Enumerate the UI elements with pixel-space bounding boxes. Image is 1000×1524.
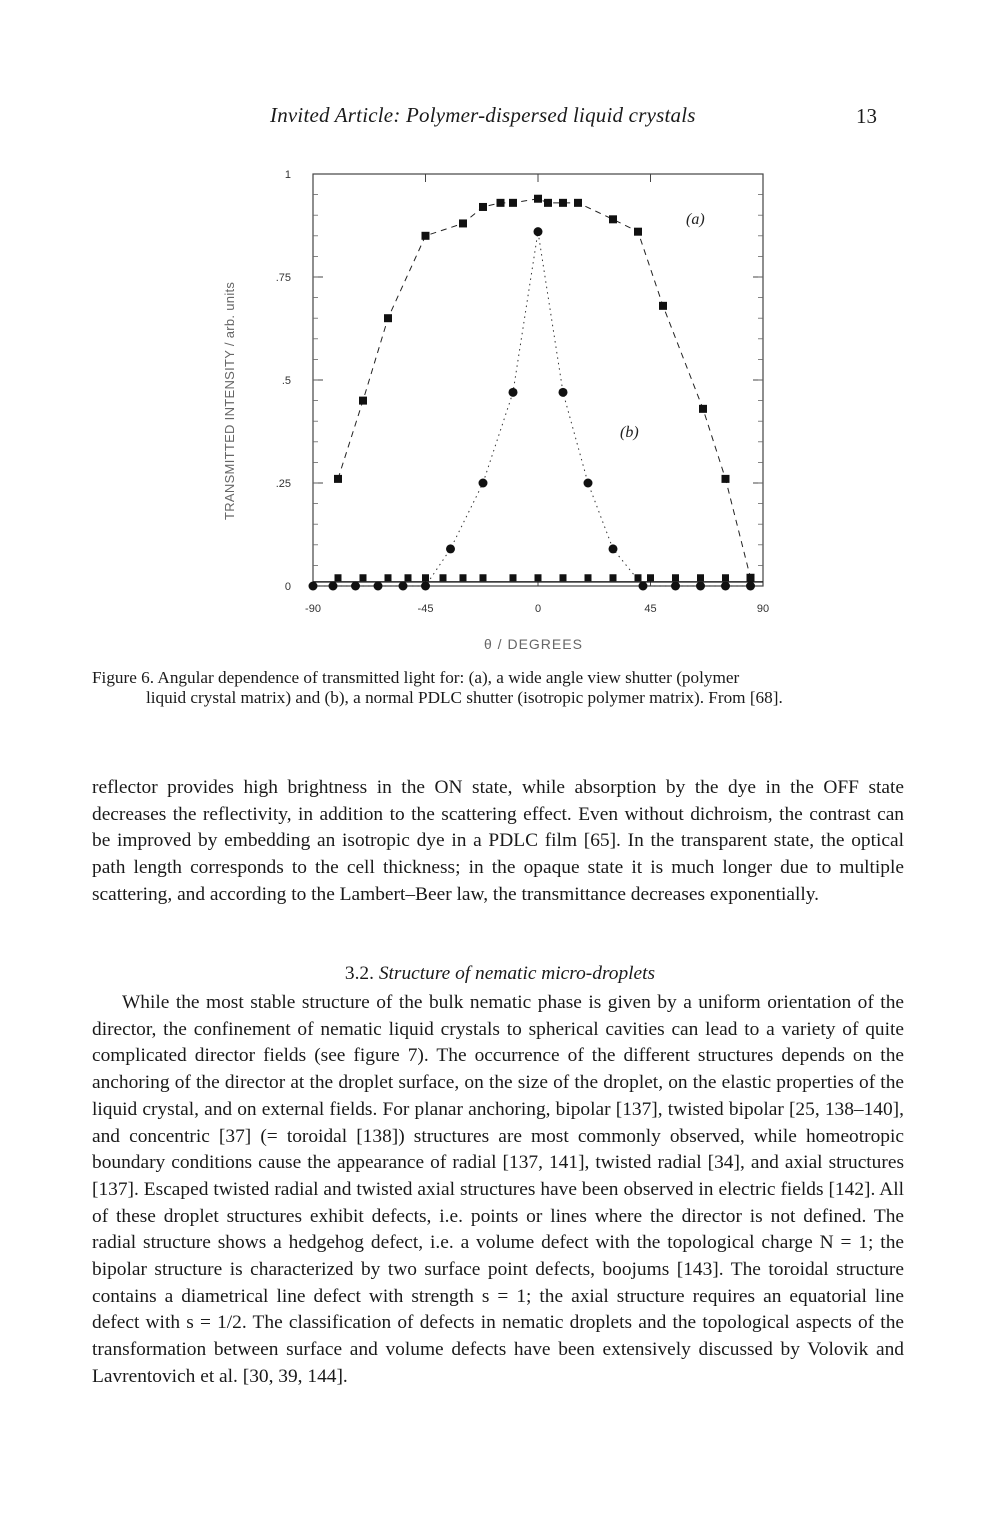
series-b-marker — [509, 388, 518, 397]
series-a-baseline-marker — [635, 574, 642, 581]
y-axis-label: TRANSMITTED INTENSITY / arb. units — [222, 281, 237, 520]
section-heading — [0, 963, 1000, 985]
series-a-baseline-marker — [440, 574, 447, 581]
series-b-marker — [446, 544, 455, 553]
y-tick-label: 0 — [284, 581, 291, 593]
series-a-baseline-marker — [335, 574, 342, 581]
x-tick-label: 45 — [644, 603, 657, 615]
series-a-marker — [574, 199, 582, 207]
series-a-marker — [497, 199, 505, 207]
caption-rest: liquid crystal matrix) and (b), a normal PDLC shutter (isotropic polymer matrix). From [68]. — [146, 688, 783, 707]
series-a-marker — [544, 199, 552, 207]
series-a-marker — [559, 199, 567, 207]
series-a-baseline-marker — [460, 574, 467, 581]
series-a-baseline-marker — [610, 574, 617, 581]
series-a-marker — [609, 215, 617, 223]
series-a-marker — [634, 228, 642, 236]
figure-caption — [92, 668, 904, 708]
series-b-marker — [671, 582, 680, 591]
series-a-marker — [659, 302, 667, 310]
series-a-marker — [334, 475, 342, 483]
paragraph-2: While the most stable structure of the bulk nematic phase is given by a uniform orientation of the director, the confinement of nematic liquid crystals to spherical cavities can lead to a variety of quite complicated director fields (see figure 7). The occurrence of the different structures depends on the anchoring of the director at the droplet surface, on the size of the droplet, on the elastic properties of the liquid crystal, and on external fields. For planar anchoring, bipolar [137], twisted bipolar [25, 138–140], and concentric [37] (= toroidal [138]) structures are most commonly observed, while homeotropic boundary conditions cause the appearance of radial [137, 141], twisted radial [34], and axial structures [137]. Escaped twisted radial and twisted axial structures have been observed in electric fields [142]. All of these droplet structures exhibit defects, i.e. points or lines where the director is not defined. The radial structure shows a hedgehog defect, i.e. a volume defect with the topological charge N = 1; the bipolar structure is characterized by two surface point defects, boojums [143]. The toroidal structure contains a diametrical line defect with strength s = 1; the axial structure requires an equatorial line defect with s = 1/2. The classification of defects in nematic droplets and the topological aspects of the transformation between surface and volume defects have been extensively discussed by Volovik and Lavrentovich et al. [30, 39, 144]. — [92, 992, 904, 1387]
running-title: Invited Article: Polymer-dispersed liquid crystals — [270, 103, 696, 127]
series-a-baseline-marker — [360, 574, 367, 581]
series-b-marker — [399, 582, 408, 591]
series-b-marker — [329, 582, 338, 591]
figure-6-chart — [0, 0, 1000, 660]
series-a-marker — [359, 397, 367, 405]
series-a-marker — [384, 314, 392, 322]
series-a-marker — [534, 195, 542, 203]
series-b-label: (b) — [620, 424, 639, 441]
series-a-marker — [509, 199, 517, 207]
series-a-baseline-marker — [722, 574, 729, 581]
y-tick-label: .25 — [275, 478, 291, 490]
series-a-baseline-marker — [535, 574, 542, 581]
series-a-line — [338, 199, 751, 578]
series-b-marker — [746, 582, 755, 591]
y-tick-label: .75 — [275, 272, 291, 284]
y-tick-label: .5 — [281, 375, 291, 387]
section-number: 3.2. — [344, 963, 374, 984]
series-b-marker — [584, 479, 593, 488]
series-a-baseline-marker — [510, 574, 517, 581]
section-title: Structure of nematic micro-droplets — [378, 963, 656, 984]
x-tick-label: 0 — [534, 603, 542, 615]
x-axis-label: θ / DEGREES — [484, 636, 583, 652]
x-tick-label: -90 — [305, 603, 321, 615]
paragraph-1: reflector provides high brightness in the ON state, while absorption by the dye in the OFF state decreases the reflectivity, in addition to the scattering effect. Even without dichroism, the contrast can be improved by embedding an isotropic dye in a PDLC film [65]. In the transparent state, the optical path length corresponds to the cell thickness; in the opaque state it is much longer due to multiple scattering, and according to the Lambert–Beer law, the transmittance decreases exponentially. — [92, 777, 904, 905]
series-b-marker — [374, 582, 383, 591]
page-number: 13 — [856, 104, 877, 128]
series-b-marker — [534, 227, 543, 236]
series-a-baseline-marker — [672, 574, 679, 581]
series-a-baseline-marker — [647, 574, 654, 581]
series-b-marker — [309, 582, 318, 591]
x-tick-label: -45 — [417, 603, 434, 615]
series-a-marker — [459, 219, 467, 227]
series-b-marker — [421, 582, 430, 591]
series-a-baseline-marker — [697, 574, 704, 581]
series-b-marker — [639, 582, 648, 591]
series-a-label: (a) — [686, 211, 705, 228]
series-a-marker — [479, 203, 487, 211]
series-b-marker — [479, 479, 488, 488]
series-a-marker — [722, 475, 730, 483]
series-b-marker — [609, 544, 618, 553]
series-b-marker — [721, 582, 730, 591]
series-a-baseline-marker — [385, 574, 392, 581]
series-a-baseline-marker — [747, 574, 754, 581]
series-b-marker — [559, 388, 568, 397]
series-b-marker — [696, 582, 705, 591]
series-a-marker — [699, 405, 707, 413]
series-b-marker — [351, 582, 360, 591]
series-a-marker — [422, 232, 430, 240]
series-a-baseline-marker — [560, 574, 567, 581]
series-b-line — [313, 232, 751, 586]
series-a-baseline-marker — [480, 574, 487, 581]
series-a-baseline-marker — [405, 574, 412, 581]
x-tick-label: 90 — [756, 603, 770, 615]
y-tick-label: 1 — [284, 169, 291, 181]
caption-lead: Figure 6. Angular dependence of transmitted light for: (a), a wide angle view shutter (polymer — [92, 668, 740, 687]
series-a-baseline-marker — [585, 574, 592, 581]
series-a-baseline-marker — [422, 574, 429, 581]
